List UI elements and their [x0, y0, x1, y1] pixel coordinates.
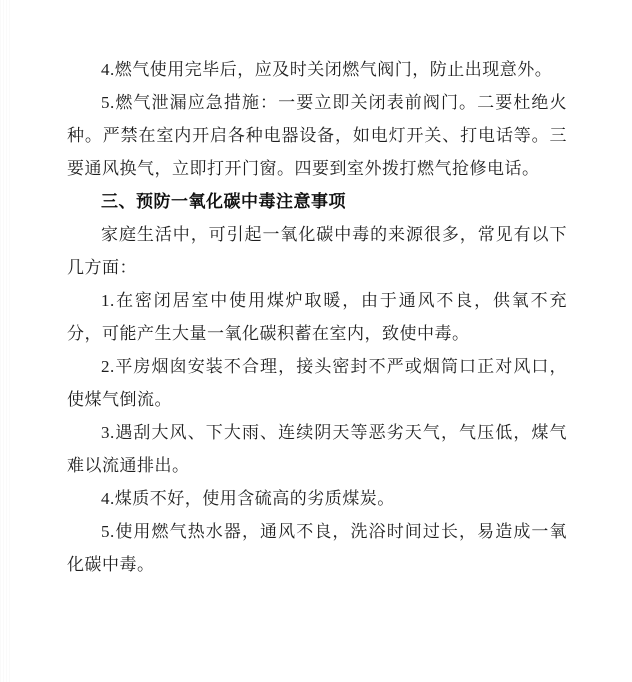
paragraph-gas-rule-5-emergency-measures: 5.燃气泄漏应急措施：一要立即关闭表前阀门。二要杜绝火种。严禁在室内开启各种电器设备，如电灯开关、打电话等。三要通风换气，立即打开门窗。四要到室外拨打燃气抢修电话。	[67, 93, 567, 178]
paragraph-co-cause-5-gas-water-heater: 5.使用燃气热水器，通风不良，洗浴时间过长，易造成一氧化碳中毒。	[67, 522, 567, 574]
paragraph-co-cause-4-bad-coal: 4.煤质不好，使用含硫高的劣质煤炭。	[101, 489, 395, 508]
paragraph-co-cause-1-coal-stove: 1.在密闭居室中使用煤炉取暖，由于通风不良，供氧不充分，可能产生大量一氧化碳积蓄在室内，致使中毒。	[67, 291, 567, 343]
paragraph-gas-rule-4: 4.燃气使用完毕后，应及时关闭燃气阀门，防止出现意外。	[101, 60, 553, 79]
paragraph-co-cause-2-chimney: 2.平房烟囱安装不合理，接头密封不严或烟筒口正对风口，使煤气倒流。	[67, 357, 567, 409]
paragraph-co-sources-intro: 家庭生活中，可引起一氧化碳中毒的来源很多，常见有以下几方面：	[67, 225, 567, 277]
document-content	[67, 53, 567, 581]
scan-edge-artifact	[0, 0, 10, 682]
paragraph-co-cause-3-bad-weather: 3.遇刮大风、下大雨、连续阴天等恶劣天气，气压低，煤气难以流通排出。	[67, 423, 567, 475]
section-heading-co-poisoning-precautions: 三、预防一氧化碳中毒注意事项	[101, 192, 346, 211]
